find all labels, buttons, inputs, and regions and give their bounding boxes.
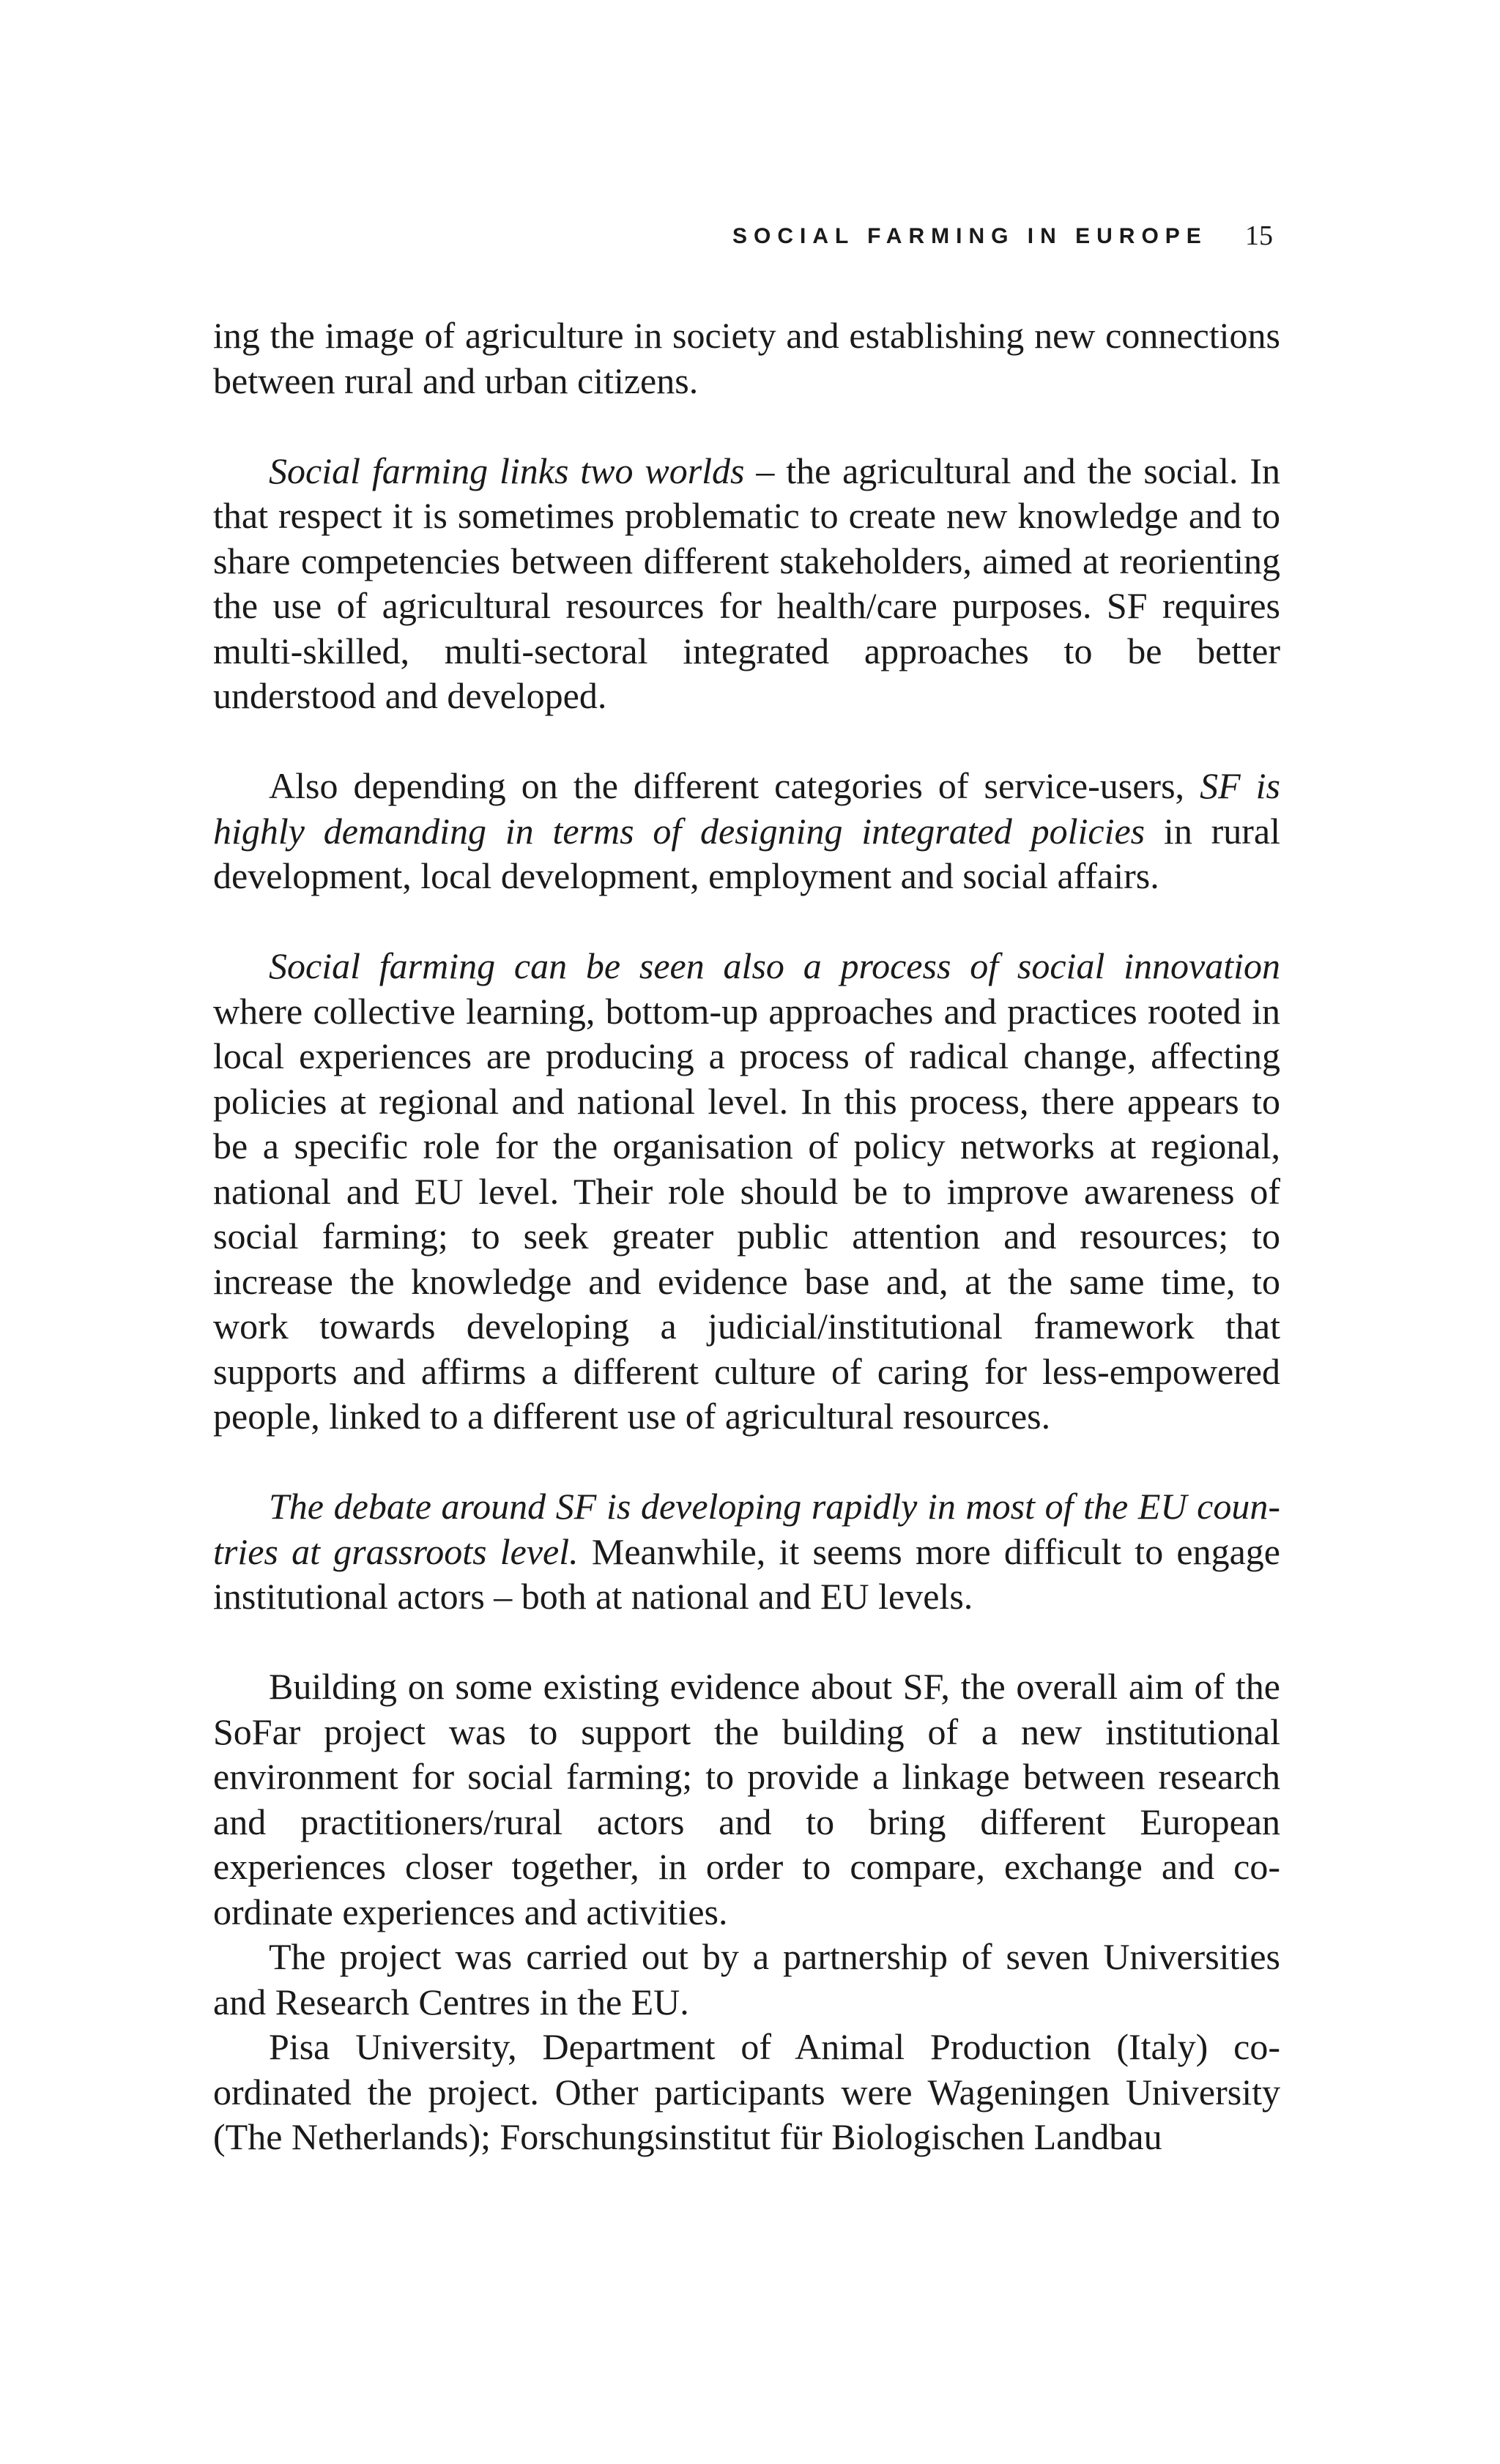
paragraph-3 — [213, 764, 1280, 899]
paragraph-2-text: – the agricultural and the social. In that respect it is sometimes problematic to create new knowledge and to share competencies between different stakeholders, aimed at reorienting the use of agricultural resources for health/care purposes. SF requires multi-skilled, multi-sectoral integrated approaches to be better understood and developed. — [213, 450, 1280, 716]
paragraph-2-emphasis: Social farming links two worlds — [269, 450, 745, 491]
paragraph-3-emphasis: SF is highly demanding in terms of designing integrated policies — [213, 765, 1280, 852]
paragraph-3-text-before: Also depending on the different categories of service-users, — [269, 765, 1200, 806]
paragraph-7 — [213, 1935, 1280, 2025]
paragraph-1-text: ing the image of agriculture in society and establishing new connections between rural and urban citizens. — [213, 315, 1280, 401]
paragraph-8-text: Pisa University, Department of Animal Production (Italy) coordinated the project. Other participants were Wageningen University (The Netherlands); Forschungsinstitut für Biologischen Landbau — [213, 2026, 1280, 2157]
paragraph-3-text-after: in rural development, local development, employment and social affairs. — [213, 810, 1280, 896]
paragraph-6 — [213, 1664, 1280, 1935]
paragraph-6-text: Building on some existing evidence about SF, the overall aim of the SoFar project was to support the building of a new institutional environment for social farming; to provide a linkage between research and practitioners/rural actors and to bring different European experiences closer together, in order to compare, exchange and co-ordinate experiences and activities. — [213, 1666, 1280, 1932]
paragraph-4-text: where collective learning, bottom-up approaches and practices rooted in local experiences are producing a process of radical change, affecting policies at regional and national level. In this process, there appears to be a specific role for the organisation of policy networks at regional, national and EU level. Their role should be to improve awareness of social farming; to seek greater public attention and resources; to increase the knowledge and evidence base and, at the same time, to work towards developing a judicial/institutional framework that supports and affirms a different culture of caring for less-empowered people, linked to a different use of agricultural resources. — [213, 990, 1280, 1437]
paragraph-2 — [213, 449, 1280, 719]
paragraph-4-emphasis: Social farming can be seen also a process of social innovation — [269, 945, 1280, 986]
paragraph-7-text: The project was carried out by a partnership of seven Universities and Research Centres in the EU. — [213, 1936, 1280, 2022]
running-head-title: SOCIAL FARMING IN EUROPE — [732, 224, 1208, 248]
body-text — [213, 313, 1280, 2160]
page-number: 15 — [1245, 220, 1273, 251]
paragraph-5-emphasis: The debate around SF is developing rapidly in most of the EU countries at grassroots level. — [213, 1486, 1280, 1572]
paragraph-1 — [213, 313, 1280, 403]
paragraph-4 — [213, 944, 1280, 1440]
paragraph-8 — [213, 2025, 1280, 2160]
paragraph-5 — [213, 1484, 1280, 1620]
paragraph-5-text: Meanwhile, it seems more difficult to engage institutional actors – both at national and EU levels. — [213, 1530, 1280, 1617]
